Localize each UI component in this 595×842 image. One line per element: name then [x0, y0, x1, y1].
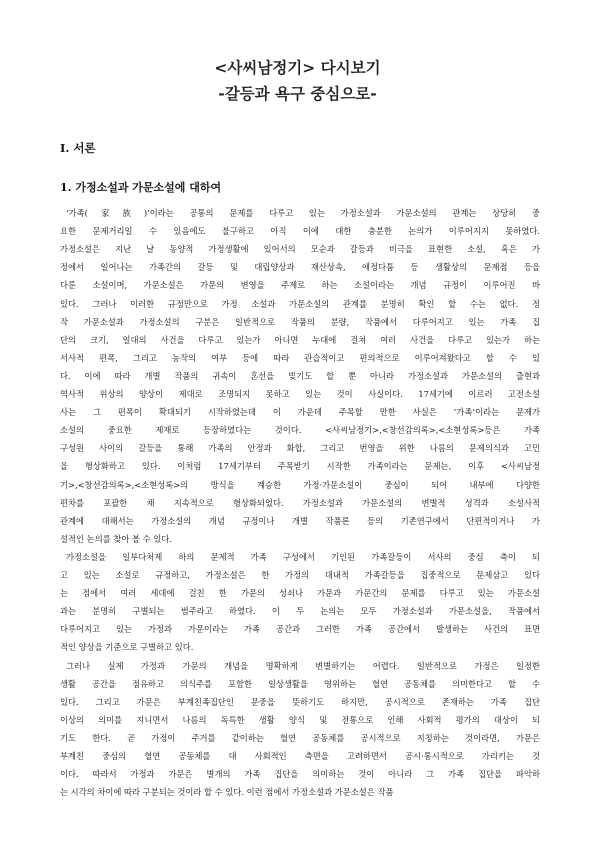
document-subtitle: -갈등과 욕구 중심으로-: [218, 85, 377, 103]
body-line: 이다. 따라서 가정과 가문은 별개의 가족 집단을 의미하는 것이 아니라 그 가족 집단을 파악하: [60, 769, 540, 779]
body-line: 기도 한다. 곧 가정이 주거를 같이하는 혈연 공동체를 공시적으로 지칭하는 것이라면, 가문은: [60, 733, 540, 743]
body-line: 역사적 위상의 양상이 제대로 조명되지 못하고 있는 것이 사실이다. 17세기에 이르러 고전소설: [60, 389, 540, 399]
body-line: 을 형상화하고 있다. 이처럼 17세기부터 주목받기 시작한 가족이라는 문제는, 이후 <사씨남정: [60, 461, 540, 471]
body-line: 작 가문소설과 가정소설의 구분은 일반적으로 작품의 분량, 작품에서 다루어지고 있는 가족 집: [60, 317, 540, 327]
body-line: 다. 이에 따라 개별 작품의 귀속이 혼선을 빚기도 할 뿐 아니라 가정소설과 가문소설의 출현과: [60, 371, 540, 381]
body-line: ‘가족(家族)’이라는 공통의 문제를 다루고 있는 가정소설과 가문소설의 관계는 상당히 중: [66, 208, 540, 218]
body-line: 그러나 실제 가정과 가문의 개념을 명확하게 변별하기는 어렵다. 일반적으로 가정은 일정한: [66, 661, 540, 671]
body-line: 있다. 그리고 가문은 부계친족집단인 문중을 뜻하기도 하지만, 공시적으로 존재하는 가족 집단: [60, 697, 540, 707]
body-line: 부계친 중심의 혈연 공동체를 대 사회적인 측면을 고려하면서 공시·통시적으로 가리키는 것: [60, 751, 540, 761]
body-line: 는 시각의 차이에 따라 구분되는 것이라 할 수 있다. 이런 점에서 가정소설과 가문소설은 작품: [60, 787, 394, 797]
section-heading: Ⅰ. 서론: [60, 141, 96, 155]
subsection-heading: 1. 가정소설과 가문소설에 대하여: [60, 181, 222, 194]
body-line: 단의 크기, 일대의 사건을 다루고 있는가 아니면 누대에 걸쳐 여러 사건을 다루고 있는가 하는: [60, 335, 540, 345]
body-line: 있다. 그러나 이러한 규정만으로 가정 소설과 가문소설의 관계를 분명히 확인 할 수는 없다. 정: [60, 299, 540, 309]
body-line: 편차를 포괄한 채 지속적으로 형상화되었다. 가정소설과 가문소설의 변별적 성격과 소설사적: [60, 498, 540, 508]
body-line: 는 점에서 여러 세대에 걸친 한 가문의 성쇠나 가문과 가문간의 문제를 다루고 있는 가문소설: [60, 588, 540, 598]
body-line: 기>,<창선감의록>,<소현성록>의 방식을 계승한 가정·가문소설이 중심이 되어 내부에 다양한: [60, 480, 540, 490]
body-line: 과는 분명히 구별되는 범주라고 하였다. 이 두 논의는 모두 가정소설과 가문소설을, 작품에서: [60, 606, 540, 616]
body-line: 요한 문제거리일 수 있음에도 불구하고 아직 이에 대한 충분한 논의가 이루어지지 못하였다.: [60, 226, 540, 236]
body-line: 가정소설은 지난 날 동양적 가정생활에 있어서의 모순과 갈등과 비극을 표현한 소설, 혹은 가: [60, 244, 540, 254]
body-line: 정에서 일어나는 가족간의 갈등 및 대립양상과 재산상속, 애정다툼 등 생활상의 문제점 등을: [60, 262, 540, 272]
body-line: 적인 양상을 기준으로 구별하고 있다.: [60, 642, 194, 652]
body-line: 고 있는 소설로 규정하고, 가정소설은 한 가정의 대내적 가족갈등을 집중적으로 문제삼고 있다: [60, 570, 540, 580]
body-line: 다룬 소설이며, 가문소설은 가문의 변영을 주제로 하는 소설이라는 개념 규정이 이루어진 바: [60, 280, 540, 290]
body-line: 생활 공간을 점유하고 의식주를 포함한 일상생활을 영위하는 혈연 공동체를 의미한다고 할 수: [60, 679, 540, 689]
body-line: 가정소설을 일부다처제 하의 문제적 가족 구성에서 기인된 가족갈등이 서사의 중심 축이 되: [66, 552, 540, 562]
document-title: <사씨남정기> 다시보기: [214, 59, 381, 77]
body-line: 이상의 의미를 지니면서 나름의 독특한 생활 양식 및 전통으로 인해 사회적 평가의 대상이 되: [60, 715, 540, 725]
body-line: 설적인 논의를 찾아 볼 수 있다.: [60, 534, 173, 544]
body-line: 사는 그 편폭이 확대되기 시작하였는데 이 가운데 주목할 만한 사실은 ‘가족’이라는 문제가: [60, 407, 540, 417]
body-line: 소설의 중요한 제재로 등장하였다는 것이다. <사씨남정기>,<창선감의록>,<소현성록>등은 가족: [60, 425, 540, 435]
body-line: 관계에 대해서는 가정소설의 개념 규정이나 개별 작품론 등의 기존연구에서 단편적이거나 가: [60, 516, 540, 526]
body-line: 서사적 편폭, 그리고 농작의 여부 등에 따라 관습적이고 편의적으로 이루어져왔다고 할 수 있: [60, 353, 540, 363]
body-line: 구성원 사이의 갈등을 통해 가족의 안정과 화합, 그리고 번영을 위한 나름의 문제의식과 고민: [60, 443, 540, 453]
body-line: 다루어지고 있는 가정과 가문이라는 가족 공간과 그러한 가족 공간에서 발생하는 사건의 표면: [60, 624, 540, 634]
